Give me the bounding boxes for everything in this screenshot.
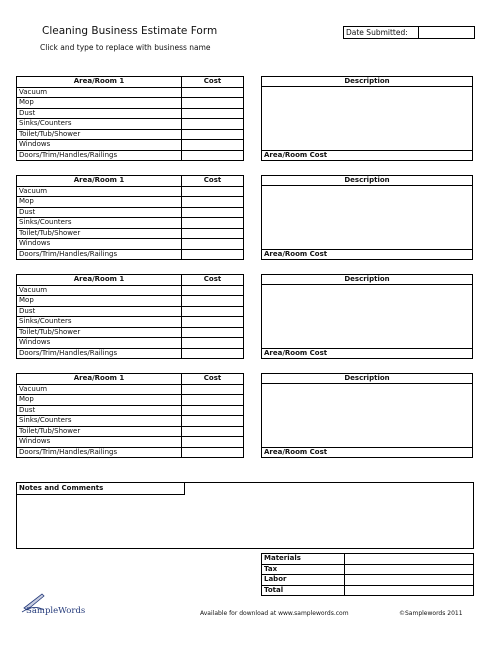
description-input[interactable] xyxy=(262,285,472,348)
table-row xyxy=(17,348,244,359)
notes-box[interactable] xyxy=(16,482,474,549)
task-label: Toilet/Tub/Shower xyxy=(17,327,182,338)
cost-input[interactable] xyxy=(182,98,244,109)
description-header: Description xyxy=(262,176,472,186)
business-name-placeholder[interactable]: Click and type to replace with business name xyxy=(40,43,211,52)
cost-input[interactable] xyxy=(182,207,244,218)
totals-input[interactable] xyxy=(345,585,474,596)
cost-input[interactable] xyxy=(182,437,244,448)
description-input[interactable] xyxy=(262,384,472,447)
cost-input[interactable] xyxy=(182,108,244,119)
task-label: Dust xyxy=(17,207,182,218)
cost-input[interactable] xyxy=(182,416,244,427)
table-row xyxy=(17,249,244,260)
task-label: Mop xyxy=(17,296,182,307)
totals-label: Materials xyxy=(262,554,345,565)
area-header: Area/Room 1 xyxy=(17,176,182,187)
area-header: Area/Room 1 xyxy=(17,275,182,286)
cost-input[interactable] xyxy=(182,338,244,349)
task-label: Sinks/Counters xyxy=(17,218,182,229)
download-text: Available for download at www.samplewords.com xyxy=(200,610,349,617)
cost-header: Cost xyxy=(182,176,244,187)
cost-input[interactable] xyxy=(182,129,244,140)
table-row xyxy=(17,416,244,427)
table-row xyxy=(17,447,244,458)
cost-input[interactable] xyxy=(182,150,244,161)
totals-input[interactable] xyxy=(345,564,474,575)
cost-input[interactable] xyxy=(182,249,244,260)
task-label: Vacuum xyxy=(17,384,182,395)
task-label: Doors/Trim/Handles/Railings xyxy=(17,447,182,458)
cost-input[interactable] xyxy=(182,218,244,229)
task-label: Sinks/Counters xyxy=(17,416,182,427)
cost-input[interactable] xyxy=(182,239,244,250)
description-header: Description xyxy=(262,275,472,285)
table-row xyxy=(17,228,244,239)
area-header: Area/Room 1 xyxy=(17,374,182,385)
table-row xyxy=(17,87,244,98)
area-table xyxy=(16,274,244,359)
task-label: Windows xyxy=(17,140,182,151)
description-input[interactable] xyxy=(262,87,472,150)
cost-input[interactable] xyxy=(182,87,244,98)
task-label: Dust xyxy=(17,306,182,317)
description-box xyxy=(261,175,473,260)
table-row xyxy=(17,296,244,307)
table-row xyxy=(17,384,244,395)
cost-input[interactable] xyxy=(182,447,244,458)
table-row xyxy=(17,150,244,161)
description-box xyxy=(261,76,473,161)
table-row xyxy=(17,426,244,437)
task-label: Doors/Trim/Handles/Railings xyxy=(17,150,182,161)
table-row xyxy=(17,405,244,416)
table-row xyxy=(17,239,244,250)
task-label: Doors/Trim/Handles/Railings xyxy=(17,348,182,359)
table-row xyxy=(262,554,474,565)
cost-input[interactable] xyxy=(182,140,244,151)
task-label: Vacuum xyxy=(17,186,182,197)
room-cost-label[interactable]: Area/Room Cost xyxy=(262,447,472,457)
task-label: Toilet/Tub/Shower xyxy=(17,426,182,437)
table-row xyxy=(17,119,244,130)
cost-input[interactable] xyxy=(182,384,244,395)
table-row xyxy=(17,98,244,109)
task-label: Sinks/Counters xyxy=(17,119,182,130)
table-row xyxy=(17,197,244,208)
date-submitted-label: Date Submitted: xyxy=(344,27,419,38)
room-cost-label[interactable]: Area/Room Cost xyxy=(262,249,472,259)
date-submitted-field xyxy=(343,26,475,39)
task-label: Windows xyxy=(17,338,182,349)
cost-input[interactable] xyxy=(182,327,244,338)
cost-header: Cost xyxy=(182,275,244,286)
area-table xyxy=(16,76,244,161)
room-cost-label[interactable]: Area/Room Cost xyxy=(262,150,472,160)
table-row xyxy=(17,186,244,197)
task-label: Mop xyxy=(17,98,182,109)
task-label: Toilet/Tub/Shower xyxy=(17,228,182,239)
area-header: Area/Room 1 xyxy=(17,77,182,88)
totals-label: Labor xyxy=(262,575,345,586)
date-submitted-input[interactable] xyxy=(419,27,474,38)
totals-label: Tax xyxy=(262,564,345,575)
table-row xyxy=(17,338,244,349)
task-label: Sinks/Counters xyxy=(17,317,182,328)
cost-input[interactable] xyxy=(182,228,244,239)
area-table xyxy=(16,373,244,458)
totals-label: Total xyxy=(262,585,345,596)
logo-text: SampleWords xyxy=(26,606,86,616)
cost-input[interactable] xyxy=(182,317,244,328)
cost-input[interactable] xyxy=(182,197,244,208)
totals-input[interactable] xyxy=(345,554,474,565)
table-row xyxy=(17,108,244,119)
room-cost-label[interactable]: Area/Room Cost xyxy=(262,348,472,358)
description-header: Description xyxy=(262,374,472,384)
cost-input[interactable] xyxy=(182,405,244,416)
cost-input[interactable] xyxy=(182,395,244,406)
description-header: Description xyxy=(262,77,472,87)
table-row xyxy=(17,207,244,218)
table-row xyxy=(17,129,244,140)
totals-table xyxy=(261,553,474,596)
table-row xyxy=(17,317,244,328)
task-label: Doors/Trim/Handles/Railings xyxy=(17,249,182,260)
table-row xyxy=(262,585,474,596)
table-row xyxy=(17,327,244,338)
description-input[interactable] xyxy=(262,186,472,249)
task-label: Mop xyxy=(17,395,182,406)
description-box xyxy=(261,373,473,458)
cost-input[interactable] xyxy=(182,426,244,437)
copyright-text: ©Samplewords 2011 xyxy=(399,610,463,617)
area-table xyxy=(16,175,244,260)
table-row xyxy=(17,437,244,448)
table-row xyxy=(17,140,244,151)
table-row xyxy=(262,575,474,586)
cost-input[interactable] xyxy=(182,285,244,296)
cost-header: Cost xyxy=(182,374,244,385)
totals-input[interactable] xyxy=(345,575,474,586)
task-label: Windows xyxy=(17,437,182,448)
table-row xyxy=(17,395,244,406)
table-row xyxy=(17,285,244,296)
table-row xyxy=(262,564,474,575)
cost-input[interactable] xyxy=(182,306,244,317)
cost-input[interactable] xyxy=(182,348,244,359)
task-label: Dust xyxy=(17,108,182,119)
task-label: Mop xyxy=(17,197,182,208)
cost-input[interactable] xyxy=(182,296,244,307)
task-label: Vacuum xyxy=(17,285,182,296)
cost-input[interactable] xyxy=(182,119,244,130)
task-label: Windows xyxy=(17,239,182,250)
form-title: Cleaning Business Estimate Form xyxy=(42,25,218,37)
notes-label: Notes and Comments xyxy=(16,482,185,495)
cost-input[interactable] xyxy=(182,186,244,197)
table-row xyxy=(17,306,244,317)
task-label: Toilet/Tub/Shower xyxy=(17,129,182,140)
description-box xyxy=(261,274,473,359)
table-row xyxy=(17,218,244,229)
task-label: Vacuum xyxy=(17,87,182,98)
task-label: Dust xyxy=(17,405,182,416)
cost-header: Cost xyxy=(182,77,244,88)
